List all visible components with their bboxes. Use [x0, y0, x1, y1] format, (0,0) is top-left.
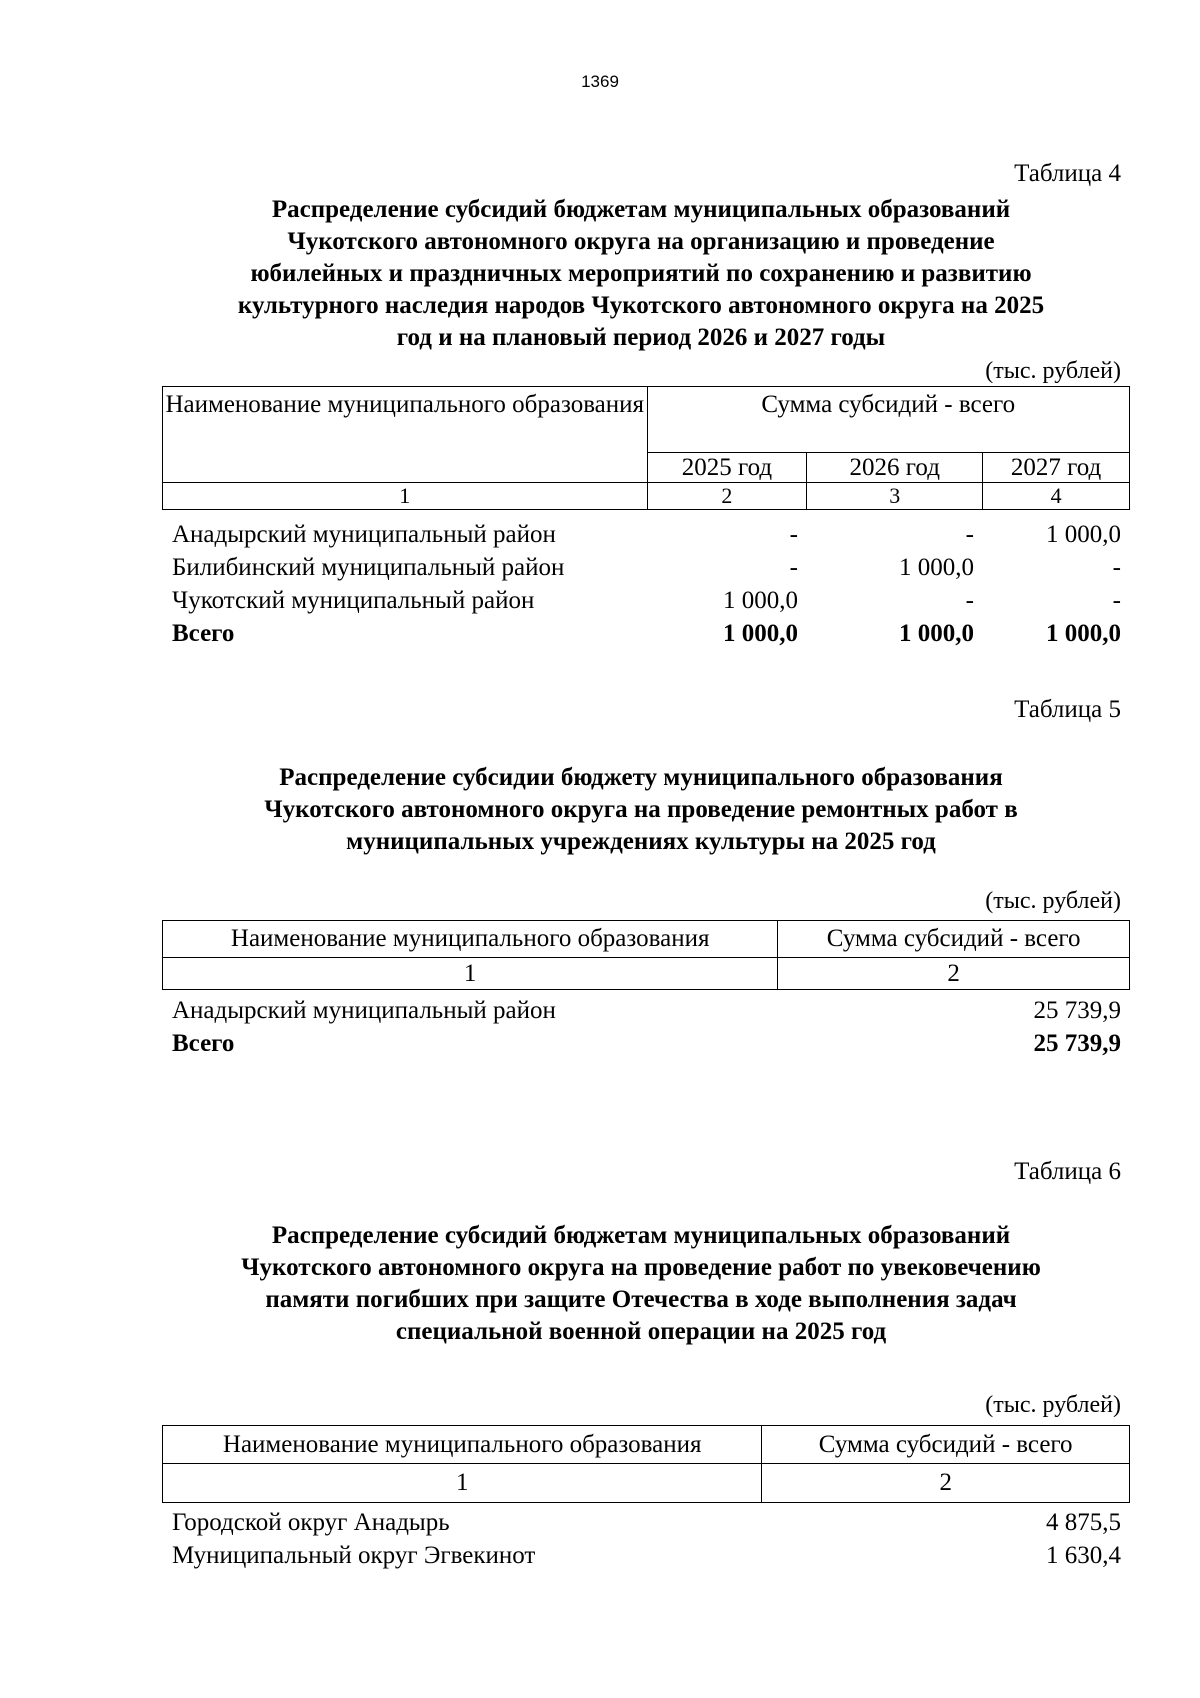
- table-4-label: Таблица 4: [1014, 160, 1121, 187]
- total-value: 1 000,0: [1046, 620, 1121, 647]
- row-name: Чукотский муниципальный район: [172, 587, 535, 614]
- col-header-year-2025: 2025 год: [647, 453, 807, 483]
- total-label: Всего: [172, 1030, 235, 1057]
- title-line: памяти погибших при защите Отечества в ходе выполнения задач: [265, 1286, 1017, 1313]
- col-number: 2: [778, 958, 1130, 990]
- table-row: [172, 584, 1121, 617]
- row-value: 1 000,0: [899, 554, 974, 581]
- title-line: Чукотского автономного округа на организацию и проведение: [287, 228, 995, 255]
- title-line: юбилейных и праздничных мероприятий по сохранению и развитию: [250, 260, 1032, 287]
- col-number: 2: [762, 1464, 1130, 1503]
- table-5-title: [160, 762, 1122, 858]
- total-row: [172, 1027, 1121, 1060]
- row-value: 1 630,4: [1046, 1542, 1121, 1569]
- title-line: Распределение субсидий бюджетам муниципальных образований: [271, 1222, 1011, 1249]
- table-row: [172, 994, 1121, 1027]
- col-header-name: Наименование муниципального образования: [163, 921, 778, 958]
- col-number: 1: [163, 958, 778, 990]
- row-value: 1 000,0: [1046, 521, 1121, 548]
- row-value: 4 875,5: [1046, 1509, 1121, 1536]
- row-name: Анадырский муниципальный район: [172, 521, 556, 548]
- total-value: 1 000,0: [723, 620, 798, 647]
- total-label: Всего: [172, 620, 235, 647]
- table-5-header: [162, 920, 1130, 990]
- row-name: Муниципальный округ Эгвекинот: [172, 1542, 536, 1569]
- table-4-unit: (тыс. рублей): [985, 358, 1121, 384]
- col-number: 2: [647, 483, 807, 510]
- title-line: Чукотского автономного округа на проведение работ по увековечению: [241, 1254, 1041, 1281]
- total-value: 25 739,9: [1033, 1030, 1121, 1057]
- col-number: 4: [983, 483, 1130, 510]
- col-number: 1: [163, 483, 648, 510]
- row-name: Билибинский муниципальный район: [172, 554, 565, 581]
- title-line: специальной военной операции на 2025 год: [395, 1318, 887, 1345]
- table-4-title: [160, 194, 1122, 354]
- title-line: Распределение субсидий бюджетам муниципальных образований: [271, 196, 1011, 223]
- row-name: Городской округ Анадырь: [172, 1509, 450, 1536]
- row-value: -: [789, 521, 798, 548]
- table-6-unit: (тыс. рублей): [985, 1392, 1121, 1418]
- col-number: 1: [163, 1464, 762, 1503]
- table-6-rows: [172, 1506, 1121, 1572]
- table-6-label: Таблица 6: [1014, 1158, 1121, 1185]
- title-line: Распределение субсидии бюджету муниципального образования: [279, 764, 1003, 791]
- col-header-year-2027: 2027 год: [983, 453, 1130, 483]
- row-value: 1 000,0: [723, 587, 798, 614]
- row-value: -: [1112, 554, 1121, 581]
- row-value: -: [789, 554, 798, 581]
- table-row: [172, 518, 1121, 551]
- col-header-name: Наименование муниципального образования: [163, 1426, 762, 1464]
- total-value: 1 000,0: [899, 620, 974, 647]
- col-header-sum: Сумма субсидий - всего: [647, 387, 1129, 453]
- table-6-header: [162, 1425, 1130, 1503]
- table-4-rows: [172, 518, 1121, 650]
- table-5-label: Таблица 5: [1014, 696, 1121, 723]
- row-name: Анадырский муниципальный район: [172, 997, 556, 1024]
- title-line: культурного наследия народов Чукотского автономного округа на 2025: [237, 292, 1045, 319]
- table-5-rows: [172, 994, 1121, 1060]
- row-value: 25 739,9: [1033, 997, 1121, 1024]
- col-header-name: Наименование муниципального образования: [163, 387, 648, 483]
- table-row: [172, 551, 1121, 584]
- table-4-header: [162, 386, 1130, 510]
- table-5-unit: (тыс. рублей): [985, 888, 1121, 914]
- col-header-sum: Сумма субсидий - всего: [762, 1426, 1130, 1464]
- table-row: [172, 1506, 1121, 1539]
- row-value: -: [965, 587, 974, 614]
- row-value: -: [1112, 587, 1121, 614]
- table-6-title: [160, 1220, 1122, 1348]
- title-line: муниципальных учреждениях культуры на 2025 год: [346, 828, 936, 855]
- table-row: [172, 1539, 1121, 1572]
- page-number: 1369: [581, 72, 619, 91]
- col-header-sum: Сумма субсидий - всего: [778, 921, 1130, 958]
- total-row: [172, 617, 1121, 650]
- row-value: -: [965, 521, 974, 548]
- col-header-year-2026: 2026 год: [807, 453, 983, 483]
- title-line: год и на плановый период 2026 и 2027 годы: [396, 324, 886, 351]
- title-line: Чукотского автономного округа на проведение ремонтных работ в: [264, 796, 1018, 823]
- col-number: 3: [807, 483, 983, 510]
